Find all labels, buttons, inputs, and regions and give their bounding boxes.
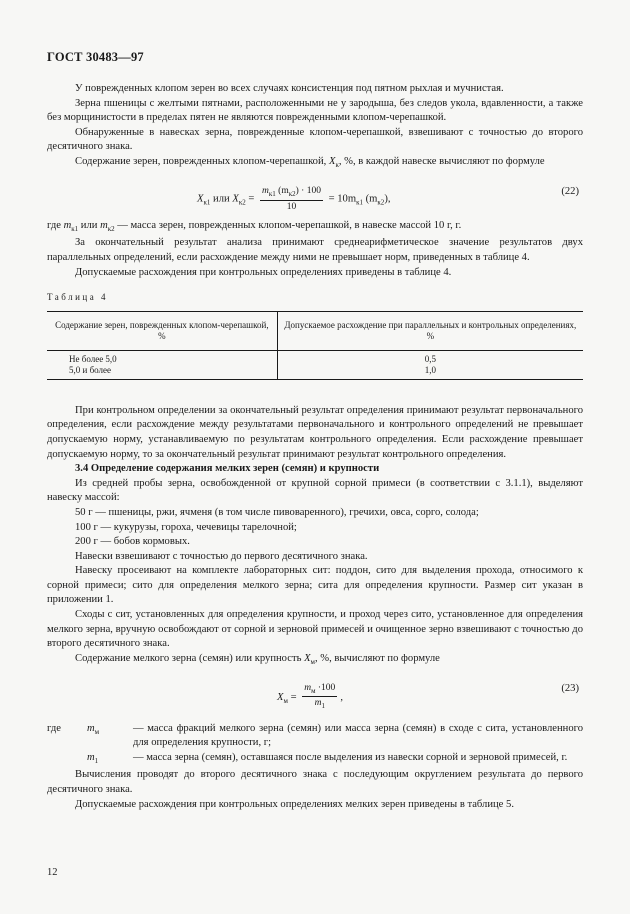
table-row	[47, 365, 583, 380]
formula-22: $X_{к1}$ или $X_{к2}$ = $\frac{m_{к1} (m_{к2}) \cdot 100}{10}$ = $10m_{к1}$ $(m_{к2})$, (22)	[197, 185, 579, 212]
paragraph: Из средней пробы зерна, освобожденной от крупной сорной примеси (в соответствии с 3.1.1), выделяют навеску массой:	[47, 477, 583, 504]
table-cell: 1,0	[277, 365, 583, 380]
list-item: 200 г — бобов кормовых.	[75, 536, 190, 548]
page-number: 12	[47, 867, 58, 878]
where-definition: где $m_м$ — масса фракций мелкого зерна (семян) или масса зерна (семян) в сходе с сита, установленного для определения крупности, г;	[47, 722, 583, 749]
table-row	[47, 350, 583, 365]
paragraph-where: где $m_{к1}$ или $m_{к2}$ — масса зерен, поврежденных клопом-черепашкой, в навеске массой 10 г, г.	[47, 219, 462, 233]
formula-fraction: $\frac{m_м \cdot 100}{m_1}$	[304, 682, 336, 711]
paragraph: Допускаемые расхождения при контрольных определениях приведены в таблице 4.	[75, 266, 452, 278]
formula-number: (23)	[561, 682, 579, 694]
paragraph: Вычисления проводят до второго десятичного знака с последующим округлением результата до первого десятичного знака.	[47, 769, 583, 796]
table-cell: 5,0 и более	[47, 365, 277, 380]
paragraph: Допускаемые расхождения при контрольных определениях мелких зерен приведены в таблице 5.	[75, 798, 514, 810]
paragraph: Сходы с сит, установленных для определения крупности, и проход через сито, установленное для определения мелкого зерна, вручную освобождают от сорной и зерновой примесей и очищенное зерно взвешивают с точностью до второго десятичного знака.	[47, 609, 583, 650]
list-item: 50 г — пшеницы, ржи, ячменя (в том числе пивоваренного), гречихи, овса, сорго, солода;	[75, 506, 479, 518]
where-definition: $m_1$ — масса зерна (семян), оставшаяся после выделения из навески сорной и зерновой примесей, г.	[87, 751, 568, 765]
section-heading: 3.4 Определение содержания мелких зерен (семян) и крупности	[75, 463, 380, 475]
table-header-cell: Содержание зерен, поврежденных клопом-черепашкой, %	[47, 311, 277, 350]
table-4	[47, 311, 583, 380]
page-header-standard-id: ГОСТ 30483—97	[47, 50, 144, 64]
table-caption: Таблица 4	[47, 292, 108, 303]
formula-23: $X_м$ = $\frac{m_м \cdot 100}{m_1}$ , (23)	[277, 682, 579, 711]
page-body	[47, 82, 583, 812]
table-cell: 0,5	[424, 353, 436, 364]
paragraph: Содержание зерен, поврежденных клопом-черепашкой, $X_к$, %, в каждой навеске вычисляют по формуле	[75, 155, 545, 170]
paragraph: За окончательный результат анализа принимают среднеарифметическое значение результатов двух параллельных определений, если расхождение между ними не превышает норм, приведенных в таблице 4.	[47, 237, 583, 263]
paragraph: Зерна пшеницы с желтыми пятнами, расположенными не у зародыша, без следов укола, вдавленности, а также без морщинистости в пределах пятен не являются поврежденными клопом-черепашкой.	[47, 97, 583, 124]
formula-number: (22)	[561, 185, 579, 197]
formula-fraction: $\frac{m_{к1} (m_{к2}) \cdot 100}{10}$	[262, 185, 321, 212]
table-cell: Не более 5,0	[47, 350, 277, 365]
paragraph: Навески взвешивают с точностью до первого десятичного знака.	[75, 550, 368, 562]
paragraph: У поврежденных клопом зерен во всех случаях консистенция под пятном рыхлая и мучнистая.	[75, 83, 504, 94]
paragraph: Содержание мелкого зерна (семян) или крупность $X_м$, %, вычисляют по формуле	[75, 652, 440, 666]
paragraph: Навеску просеивают на комплекте лабораторных сит: поддон, сито для выделения прохода, относимого к сорной примеси; сито для определения мелкого зерна; сита для определения крупности. Размер сит указан в приложении 1.	[47, 565, 583, 606]
table-header-cell: Допускаемое расхождение при параллельных и контрольных определениях, %	[277, 311, 583, 350]
paragraph: При контрольном определении за окончательный результат определения принимают результат первоначального определения, если расхождение между результатами первоначального и контрольного определений не превышает допускаемую норму, устанавливаемую по результатам контрольного определения. Если расхождение превышает допускаемую норму, то за окончательный результат принимают результат контрольного определения.	[47, 404, 583, 460]
paragraph: Обнаруженные в навесках зерна, поврежденные клопом-черепашкой, взвешивают с точностью до второго десятичного знака.	[47, 126, 583, 153]
list-item: 100 г — кукурузы, гороха, чечевицы тарелочной;	[75, 521, 297, 533]
